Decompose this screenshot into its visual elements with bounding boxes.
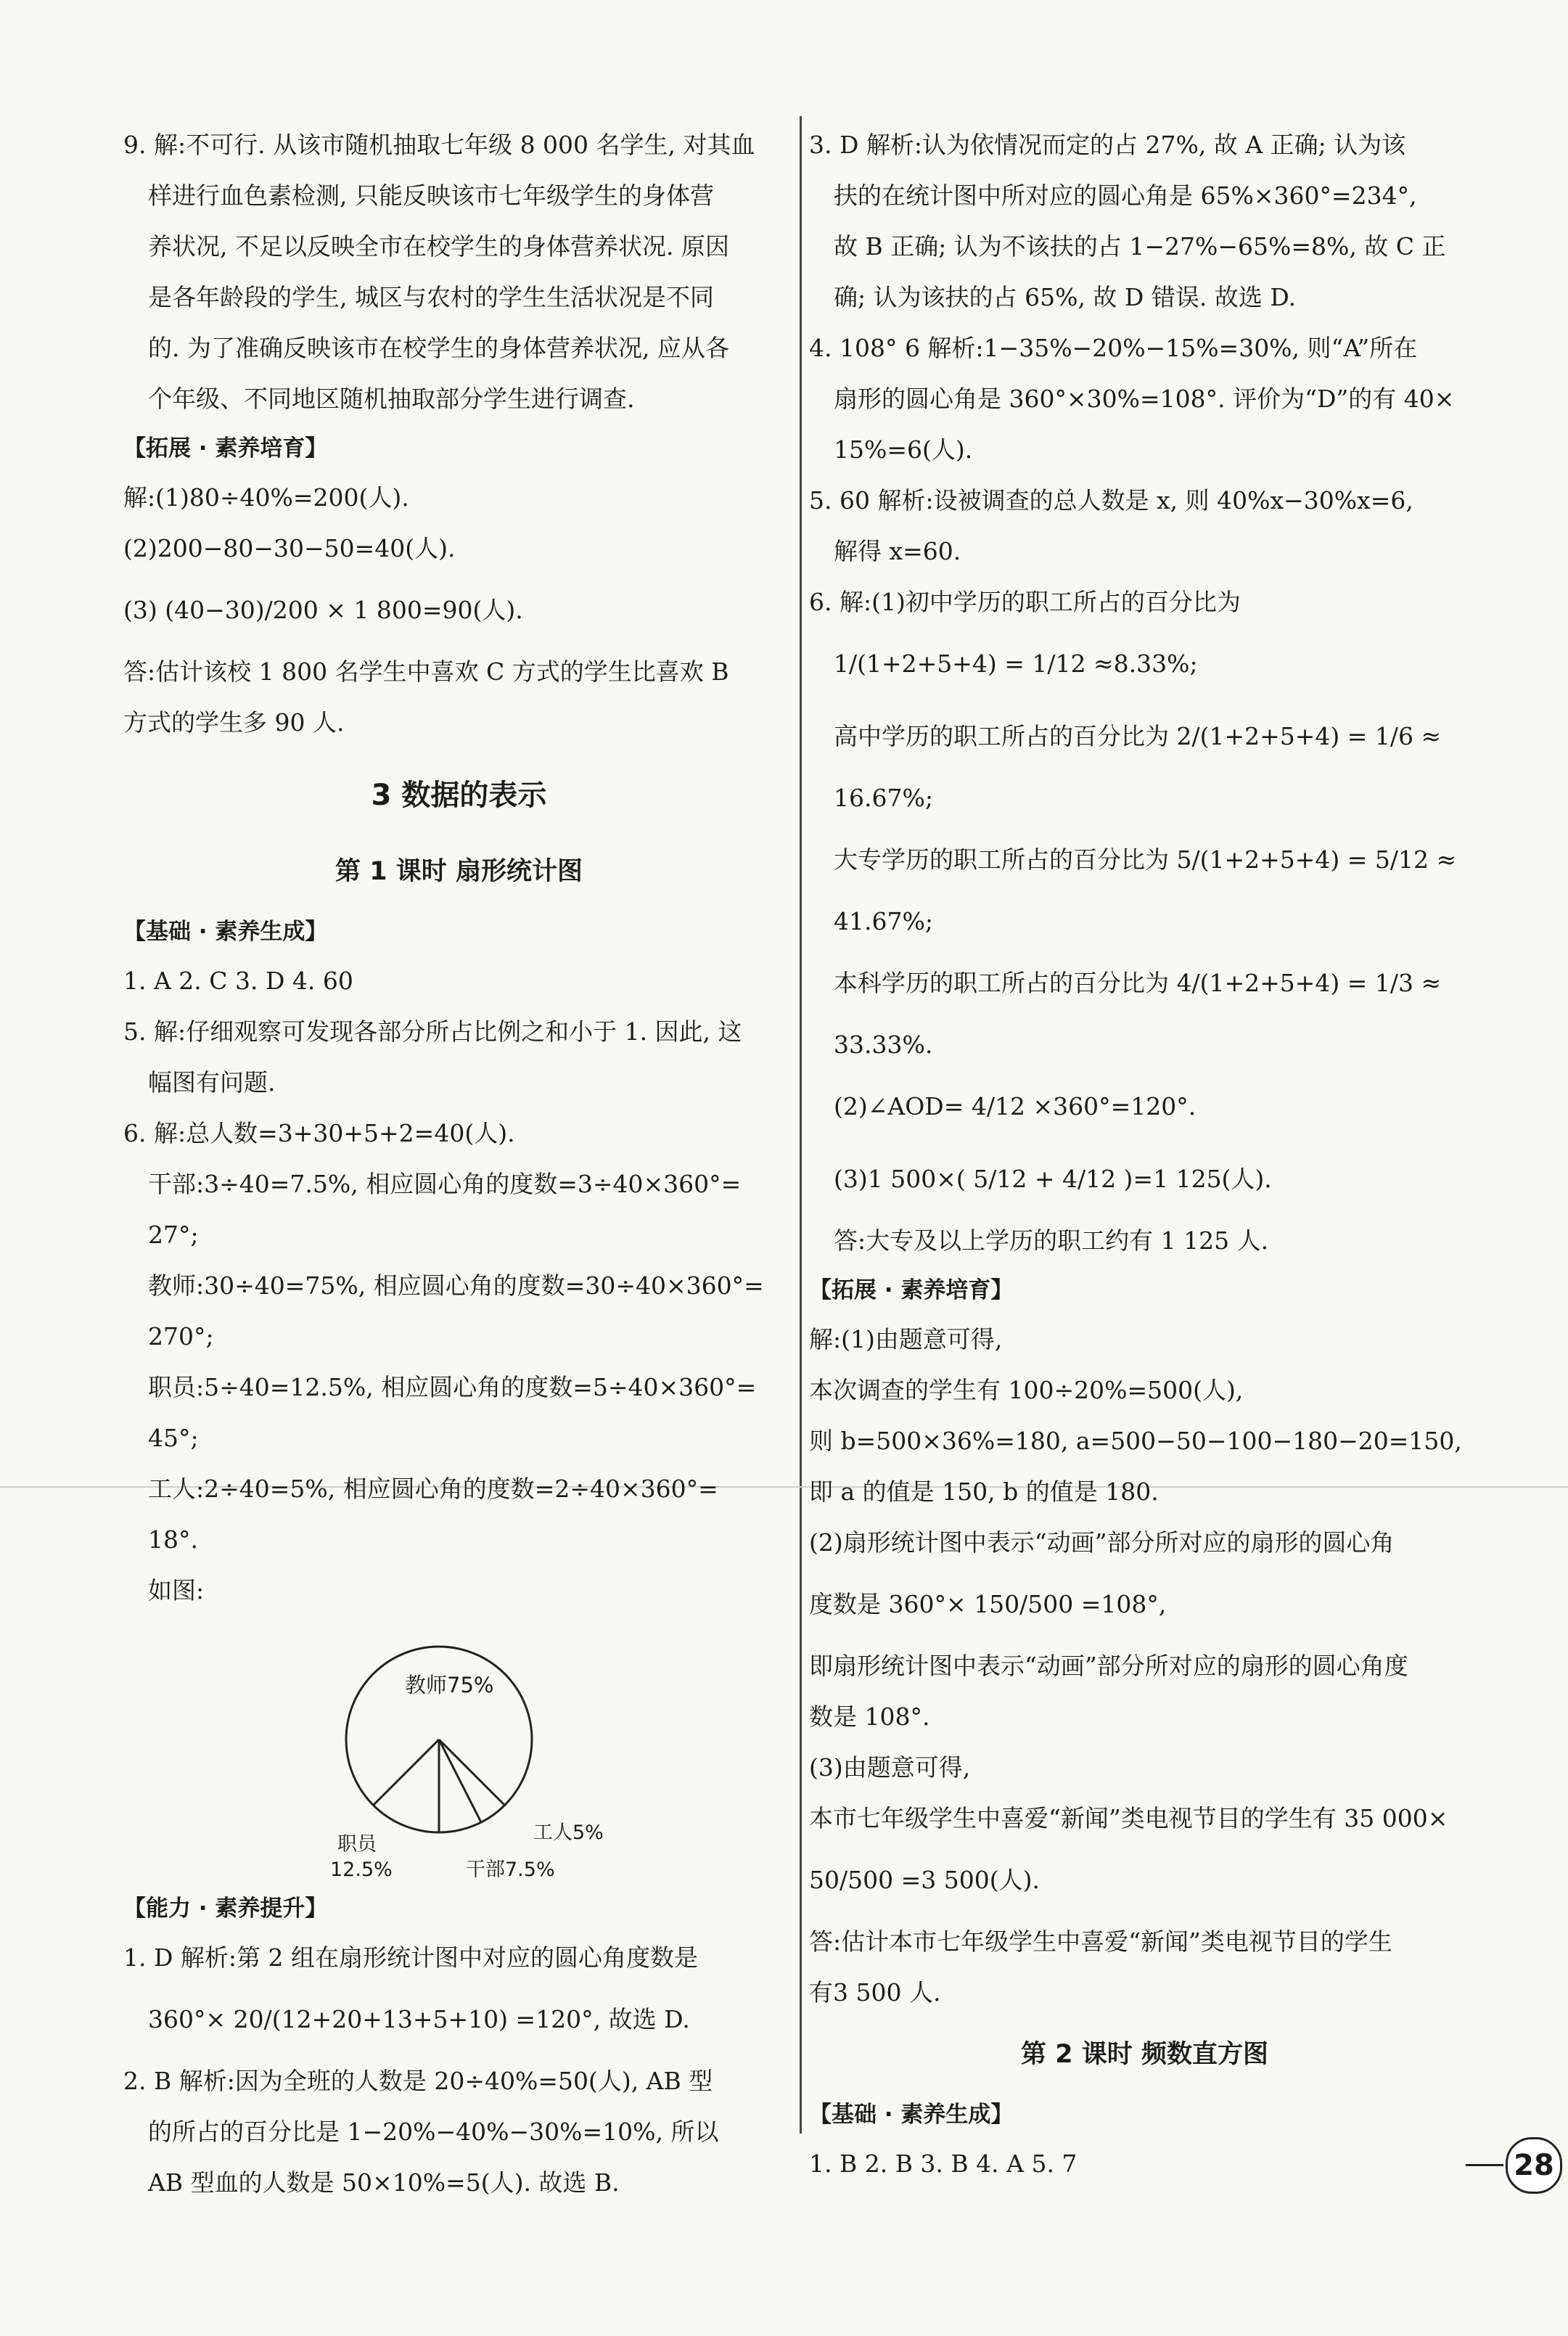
ext-right-line: (3)由题意可得, [809,1753,971,1782]
chapter-title: 3 数据的表示 [371,779,547,812]
ability-line: 1. D 解析:第 2 组在扇形统计图中对应的圆心角度数是 [123,1943,699,1972]
ability-line: 2. B 解析:因为全班的人数是 20÷40%=50(人), AB 型 [123,2067,713,2095]
basic-heading: 【基础 · 素养生成】 [123,919,328,945]
basic-line: 270°; [148,1322,214,1351]
pie-label-staff-pct: 12.5% [330,1858,393,1881]
q4-line: 4. 108° 6 解析:1−35%−20%−15%=30%, 则“A”所在 [809,334,1418,362]
q5-line: 5. 60 解析:设被调查的总人数是 x, 则 40%x−30%x=6, [809,486,1413,515]
ext-line: (3) (40−30)/200 × 1 800=90(人). [123,596,523,624]
pie-svg [123,1616,795,1885]
q6-line: 高中学历的职工所占的百分比为 2/(1+2+5+4) = 1/6 ≈ [834,722,1442,750]
q4-line: 扇形的圆心角是 360°×30%=108°. 评价为“D”的有 40× [834,385,1455,413]
right-column [809,120,1480,2189]
basic-line: 45°; [148,1424,199,1452]
q3-line: 扶的在统计图中所对应的圆心角是 65%×360°=234°, [834,181,1417,210]
basic-line: 干部:3÷40=7.5%, 相应圆心角的度数=3÷40×360°= [148,1170,742,1198]
q6-line: 33.33%. [834,1030,933,1059]
ext-right-line: 解:(1)由题意可得, [809,1325,1003,1353]
q6-line: (2)∠AOD= 4/12 ×360°=120°. [834,1092,1196,1120]
basic-line: 幅图有问题. [148,1068,276,1097]
lesson2-title: 第 2 课时 频数直方图 [1021,2040,1268,2069]
q3-line: 3. D 解析:认为依情况而定的占 27%, 故 A 正确; 认为该 [809,131,1406,159]
pie-chart [123,1616,795,1885]
q9-line: 9. 解:不可行. 从该市随机抽取七年级 8 000 名学生, 对其血 [123,131,755,159]
ability-line: AB 型血的人数是 50×10%=5(人). 故选 B. [148,2168,620,2197]
ext-right-line: 有3 500 人. [809,1978,941,2007]
ability-line: 的所占的百分比是 1−20%−40%−30%=10%, 所以 [148,2118,719,2146]
q6-line: 6. 解:(1)初中学历的职工所占的百分比为 [809,588,1241,616]
q9-line: 养状况, 不足以反映全市在校学生的身体营养状况. 原因 [148,232,729,261]
ext-right-line: 度数是 360°× 150/500 =108°, [809,1590,1167,1618]
pie-radius-worker-b [439,1739,505,1806]
q6-line: 1/(1+2+5+4) = 1/12 ≈8.33%; [834,649,1198,678]
pie-label-cadre: 干部7.5% [466,1858,555,1881]
ext-right-line: 数是 108°. [809,1702,930,1731]
ext-right-line: 本次调查的学生有 100÷20%=500(人), [809,1376,1244,1404]
extension-heading-right: 【拓展 · 素养培育】 [809,1277,1014,1303]
column-divider [800,116,802,2134]
q3-line: 故 B 正确; 认为不该扶的占 1−27%−65%=8%, 故 C 正 [834,232,1446,261]
left-column [123,120,795,2208]
basic-line: 27°; [148,1221,199,1249]
pie-label-staff: 职员 [337,1833,377,1856]
ext-line: 答:估计该校 1 800 名学生中喜欢 C 方式的学生比喜欢 B [123,657,729,686]
q6-line: 答:大专及以上学历的职工约有 1 125 人. [834,1226,1269,1255]
q4-line: 15%=6(人). [834,435,973,464]
q3-line: 确; 认为该扶的占 65%, 故 D 错误. 故选 D. [834,283,1297,311]
ext-right-line: (2)扇形统计图中表示“动画”部分所对应的扇形的圆心角 [809,1528,1395,1557]
pie-radius-worker-a [439,1739,481,1822]
basic-line: 工人:2÷40=5%, 相应圆心角的度数=2÷40×360°= [148,1475,718,1503]
ext-line: 解:(1)80÷40%=200(人). [123,483,409,512]
ext-right-line: 本市七年级学生中喜爱“新闻”类电视节目的学生有 35 000× [809,1804,1448,1832]
basic-line: 18°. [148,1525,198,1554]
pie-label-teacher: 教师75% [405,1673,494,1697]
q6-line: 大专学历的职工所占的百分比为 5/(1+2+5+4) = 5/12 ≈ [834,845,1457,874]
q6-line: (3)1 500×( 5/12 + 4/12 )=1 125(人). [834,1165,1272,1193]
basic-line: 职员:5÷40=12.5%, 相应圆心角的度数=5÷40×360°= [148,1373,757,1401]
q6-line: 16.67%; [834,784,933,812]
ability-heading: 【能力 · 素养提升】 [123,1896,328,1922]
ext-line: 方式的学生多 90 人. [123,708,345,737]
q9-line: 样进行血色素检测, 只能反映该市七年级学生的身体营 [148,181,714,210]
basic2-line: 1. B 2. B 3. B 4. A 5. 7 [809,2149,1078,2178]
ext-line: (2)200−80−30−50=40(人). [123,534,456,562]
page-number-dash [1466,2164,1503,2166]
ext-right-line: 即扇形统计图中表示“动画”部分所对应的扇形的圆心角度 [809,1652,1408,1680]
ext-right-line: 即 a 的值是 150, b 的值是 180. [809,1478,1159,1506]
pie-radius-staff [373,1739,439,1806]
basic2-heading: 【基础 · 素养生成】 [809,2102,1014,2128]
basic-line: 教师:30÷40=75%, 相应圆心角的度数=30÷40×360°= [148,1271,764,1300]
q6-line: 本科学历的职工所占的百分比为 4/(1+2+5+4) = 1/3 ≈ [834,969,1442,997]
q9-line: 个年级、不同地区随机抽取部分学生进行调查. [148,385,635,413]
page-number: 28 [1506,2137,1562,2194]
pie-label-worker: 工人5% [533,1821,604,1844]
ext-right-line: 则 b=500×36%=180, a=500−50−100−180−20=150, [809,1427,1462,1455]
q5-line: 解得 x=60. [834,537,961,565]
extension-heading: 【拓展 · 素养培育】 [123,435,328,462]
ability-line: 360°× 20/(12+20+13+5+10) =120°, 故选 D. [148,2005,690,2033]
q9-line: 的. 为了准确反映该市在校学生的身体营养状况, 应从各 [148,334,729,362]
basic-line: 1. A 2. C 3. D 4. 60 [123,967,353,995]
basic-line: 如图: [148,1576,205,1605]
q6-line: 41.67%; [834,907,933,935]
ext-right-line: 答:估计本市七年级学生中喜爱“新闻”类电视节目的学生 [809,1927,1392,1956]
basic-line: 5. 解:仔细观察可发现各部分所占比例之和小于 1. 因此, 这 [123,1017,742,1046]
ext-right-line: 50/500 =3 500(人). [809,1866,1040,1894]
basic-line: 6. 解:总人数=3+30+5+2=40(人). [123,1119,515,1147]
lesson-title: 第 1 课时 扇形统计图 [335,857,583,886]
q9-line: 是各年龄段的学生, 城区与农村的学生生活状况是不同 [148,283,714,311]
